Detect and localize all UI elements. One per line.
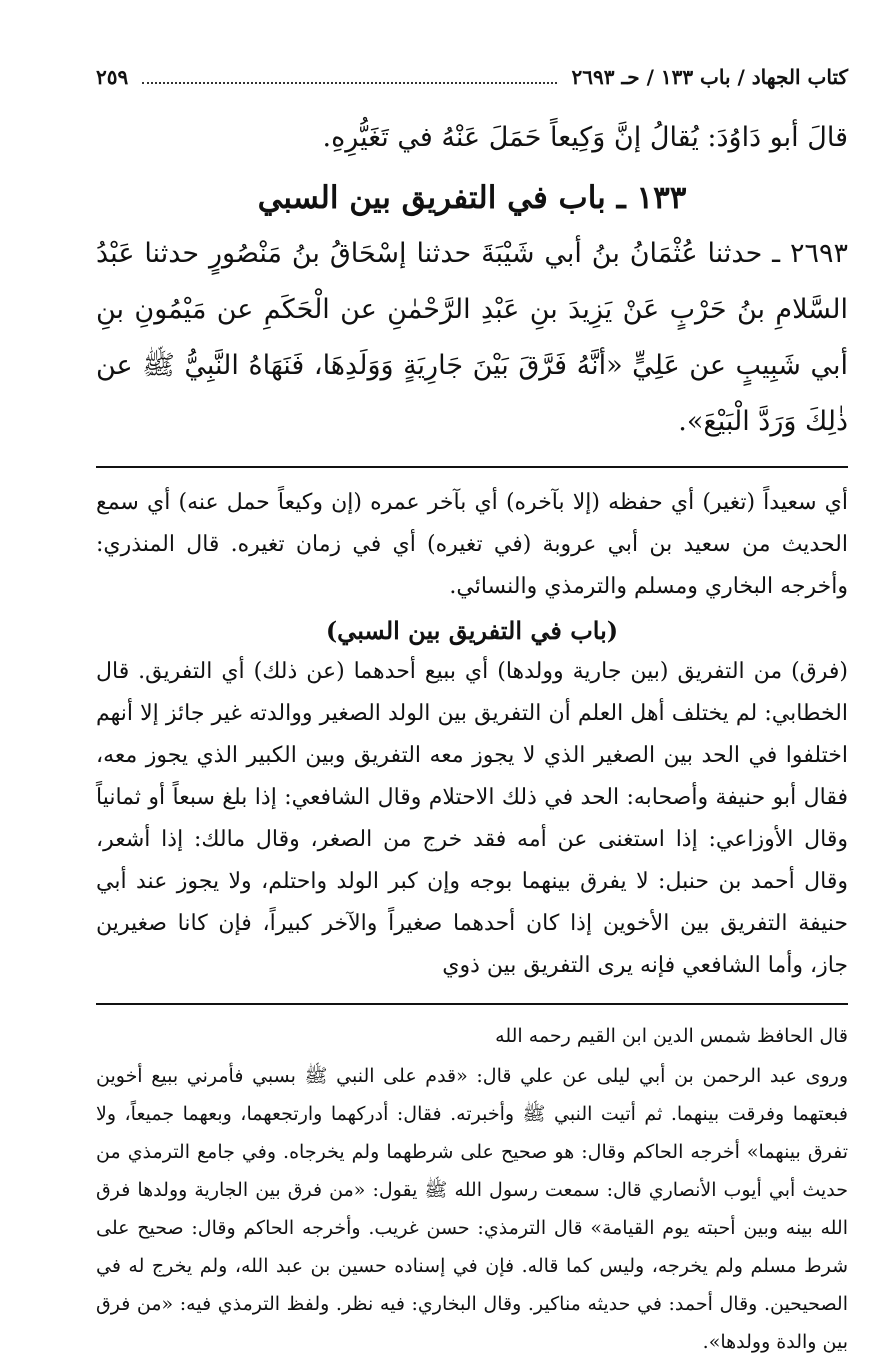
leader-dots: [142, 70, 557, 84]
section-divider: [96, 466, 848, 468]
footnote-title: قال الحافظ شمس الدين ابن القيم رحمه الله: [495, 1025, 848, 1047]
commentary-paragraph-2: (فرق) من التفريق (بين جارية وولدها) أي ببيع أحدهما (عن ذلك) أي التفريق. قال الخطابي: لم يختلف أهل العلم أن التفريق بين الولد الصغير ووالدته غير جائز إلا أنهم اختلفوا في الحد بين الصغير الذي لا يجوز معه التفريق وبين الكبير الذي يجوز معه، فقال أبو حنيفة وأصحابه: الحد في ذلك الاحتلام وقال الشافعي: إذا بلغ سبعاً أو ثمانياً وقال الأوزاعي: إذا استغنى عن أمه فقد خرج من الصغر، وقال مالك: إذا أشعر، وقال أحمد بن حنبل: لا يفرق بينهما بوجه وإن كبر الولد واحتلم، ولا يجوز عند أبي حنيفة التفريق بين الأخوين إذا كان أحدهما صغيراً والآخر كبيراً، فإن كانا صغيرين جاز، وأما الشافعي فإنه يرى التفريق بين ذوي: [96, 659, 848, 978]
commentary-heading: (باب في التفريق بين السبي): [325, 616, 619, 645]
closing-note: قالَ أبو دَاوُدَ: يُقالُ إنَّ وَكِيعاً حَمَلَ عَنْهُ في تَغَيُّرِهِ.: [322, 122, 848, 153]
footnote-divider: [96, 1003, 848, 1005]
running-header: [96, 62, 848, 92]
chapter-heading: ١٣٣ ـ باب في التفريق بين السبي: [257, 180, 687, 216]
running-title: كتاب الجهاد / باب ١٣٣ / حـ ٢٦٩٣: [571, 65, 848, 89]
commentary-paragraph-1: أي سعيداً (تغير) أي حفظه (إلا بآخره) أي بآخر عمره (إن وكيعاً حمل عنه) أي سمع الحديث من سعيد بن أبي عروبة (في تغيره) أي في زمان تغيره. قال المنذري: وأخرجه البخاري ومسلم والترمذي والنسائي.: [96, 490, 848, 599]
page-number: ٢٥٩: [96, 65, 129, 89]
hadith-text: ٢٦٩٣ ـ حدثنا عُثْمَانُ بنُ أبي شَيْبَةَ حدثنا إسْحَاقُ بنُ مَنْصُورٍ حدثنا عَبْدُ السَّلامِ بنُ حَرْبٍ عَنْ يَزِيدَ بنِ عَبْدِ الرَّحْمٰنِ عن الْحَكَمِ عن مَيْمُونِ بنِ أبي شَبِيبٍ عن عَلِيٍّ «أنَّهُ فَرَّقَ بَيْنَ جَارِيَةٍ وَوَلَدِهَا، فَنَهَاهُ النَّبِيُّ ﷺ عن ذٰلِكَ وَرَدَّ الْبَيْعَ».: [96, 238, 848, 437]
footnote-text: وروى عبد الرحمن بن أبي ليلى عن علي قال: «قدم على النبي ﷺ بسبي فأمرني ببيع أخوين فبعتهما وفرقت بينهما. ثم أتيت النبي ﷺ وأخبرته. فقال: أدركهما وارتجعهما، وبعهما جميعاً، ولا تفرق بينهما» أخرجه الحاكم وقال: هو صحيح على شرطهما ولم يخرجاه. وفي جامع الترمذي من حديث أبي أيوب الأنصاري قال: سمعت رسول الله ﷺ يقول: «من فرق بين الجارية وولدها فرق الله بينه وبين أحبته يوم القيامة» قال الترمذي: حسن غريب. وأخرجه الحاكم وقال: صحيح على شرط مسلم ولم يخرجه، وليس كما قاله. فإن في إسناده حسين بن عبد الله، ولم يخرج له في الصحيحين. وقال أحمد: في حديثه مناكير. وقال البخاري: فيه نظر. ولفظ الترمذي فيه: «من فرق بين والدة وولدها».: [96, 1065, 848, 1353]
